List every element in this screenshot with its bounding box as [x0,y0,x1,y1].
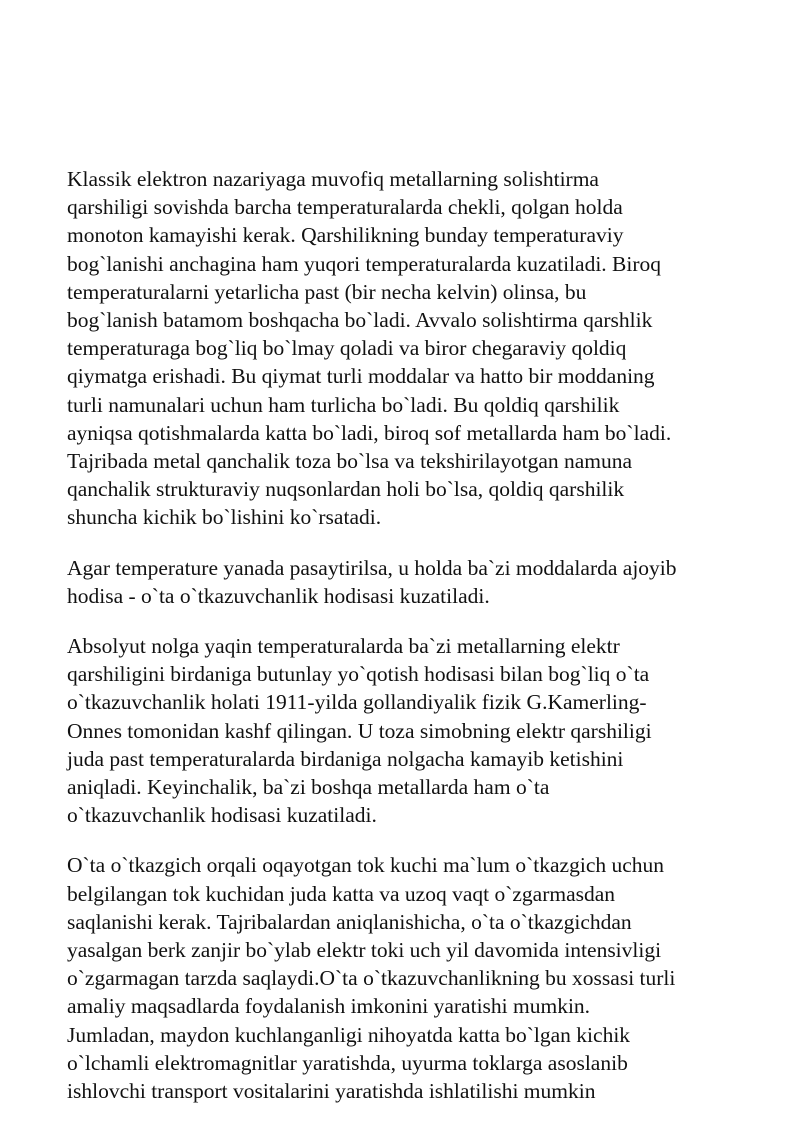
document-body [67,165,767,1105]
paragraph-superconductivity-intro: Agar temperature yanada pasaytirilsa, u holda ba`zi moddalarda ajoyib hodisa - o`ta o`tkazuvchanlik hodisasi kuzatiladi. [67,555,677,608]
paragraph-discovery-history: Absolyut nolga yaqin temperaturalarda ba`zi metallarning elektr qarshiligini birdaniga butunlay yo`qotish hodisasi bilan bog`liq o`ta o`tkazuvchanlik holati 1911-yilda gollandiyalik fizik G.Kamerling- Onnes tomonidan kashf qilingan. U toza simobning elektr qarshiligi juda past temperaturalarda birdaniga nolgacha kamayib ketishini aniqladi. Keyinchalik, ba`zi boshqa metallarda ham o`ta o`tkazuvchanlik hodisasi kuzatiladi. [67,634,652,828]
paragraph-residual-resistance: Klassik elektron nazariyaga muvofiq metallarning solishtirma qarshiligi sovishda barcha temperaturalarda chekli, qolgan holda monoton kamayishi kerak. Qarshilikning bunday temperaturaviy bog`lanishi anchagina ham yuqori temperaturalarda kuzatiladi. Biroq temperaturalarni yetarlicha past (bir necha kelvin) olinsa, bu bog`lanish batamom boshqacha bo`ladi. Avvalo solishtirma qarshlik temperaturaga bog`liq bo`lmay qoladi va biror chegaraviy qoldiq qiymatga erishadi. Bu qiymat turli moddalar va hatto bir moddaning turli namunalari uchun ham turlicha bo`ladi. Bu qoldiq qarshilik ayniqsa qotishmalarda katta bo`ladi, biroq sof metallarda ham bo`ladi. Tajribada metal qanchalik toza bo`lsa va tekshirilayotgan namuna qanchalik strukturaviy nuqsonlardan holi bo`lsa, qoldiq qarshilik shuncha kichik bo`lishini ko`rsatadi. [67,167,672,530]
paragraph-applications: O`ta o`tkazgich orqali oqayotgan tok kuchi ma`lum o`tkazgich uchun belgilangan tok kuchidan juda katta va uzoq vaqt o`zgarmasdan saqlanishi kerak. Tajribalardan aniqlanishicha, o`ta o`tkazgichdan yasalgan berk zanjir bo`ylab elektr toki uch yil davomida intensivligi o`zgarmagan tarzda saqlaydi.O`ta o`tkazuvchanlikning bu xossasi turli amaliy maqsadlarda foydalanish imkonini yaratishi mumkin. Jumladan, maydon kuchlanganligi nihoyatda katta bo`lgan kichik o`lchamli elektromagnitlar yaratishda, uyurma toklarga asoslanib ishlovchi transport vositalarini yaratishda ishlatilishi mumkin [67,853,676,1104]
